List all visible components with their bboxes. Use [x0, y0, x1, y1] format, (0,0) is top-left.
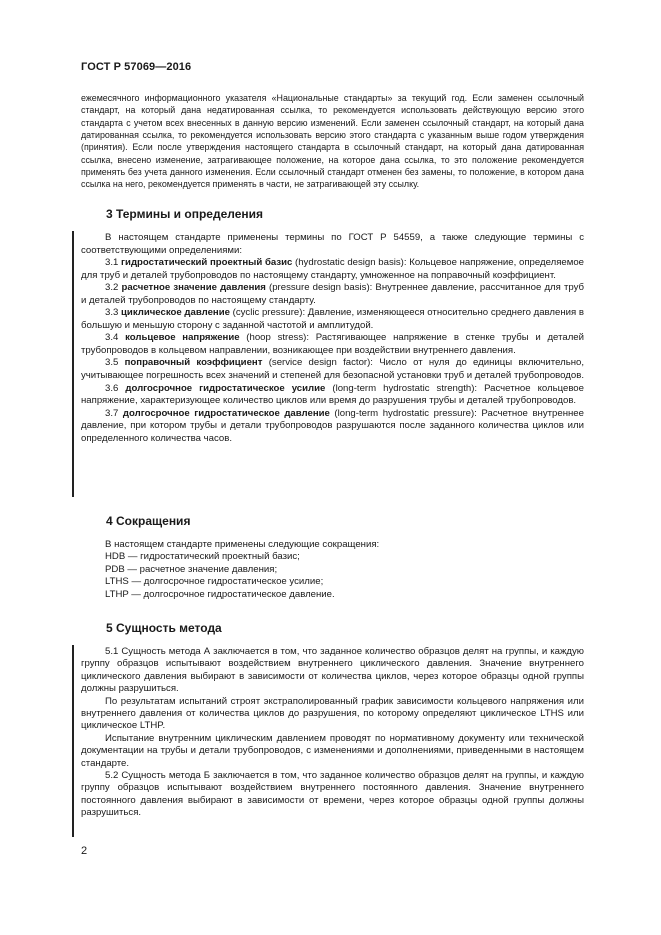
document-header: ГОСТ Р 57069—2016 [81, 61, 192, 73]
section-5-paragraph: Испытание внутренним циклическим давлением проводят по нормативному документу или технической документации на трубы и детали трубопроводов, с изменениями и дополнениями, приведенными в настоящем стандарте. [81, 732, 584, 769]
abbrev-intro: В настоящем стандарте применены следующие сокращения: [105, 539, 380, 550]
term-3-7: 3.7 долгосрочное гидростатическое давление (long-term hydrostatic pressure): Расчетное внутреннее давление, при котором трубы и детали трубопроводов разрушаются после заданного количества циклов или определенного количества часов. [81, 407, 584, 444]
term-3-2: 3.2 расчетное значение давления (pressure design basis): Внутреннее давление, рассчитанное для труб и деталей трубопроводов по настоящему стандарту. [81, 282, 584, 306]
section-3-title: 3 Термины и определения [106, 207, 264, 221]
section-3-intro: В настоящем стандарте применены термины по ГОСТ Р 54559, а также следующие термины с соответствующими определениями: [81, 232, 584, 256]
section-5-paragraph: 5.2 Сущность метода Б заключается в том, что заданное количество образцов делят на группы, и каждую группу образцов испытывают воздействием внутреннего постоянного давления. Значение внутреннего постоянного давления выбирают в зависимости от времени, через которое образцы одной группы должны разрушиться. [81, 770, 584, 819]
page-number: 2 [81, 845, 88, 857]
term-name: долгосрочное гидростатическое усилие [125, 382, 326, 394]
term-3-6: 3.6 долгосрочное гидростатическое усилие (long-term hydrostatic strength): Расчетное кольцевое напряжение, характеризующее количество циклов или время до разрушения трубы и деталей трубопроводов. [81, 382, 584, 407]
intro-paragraph-block [81, 92, 584, 191]
section-5-title: 5 Сущность метода [106, 621, 222, 635]
term-name: кольцевое напряжение [125, 332, 240, 344]
abbrev-item: LTHP — долгосрочное гидростатическое давление. [105, 588, 335, 600]
intro-paragraph: ежемесячного информационного указателя «Национальные стандарты» за текущий год. Если заменен ссылочный стандарт, на который дана недатированная ссылка, то рекомендуется использовать действующую версию этого стандарта с учетом всех внесенных в данную версию изменений. Если заменен ссылочный стандарт, на который дана датированная ссылка, то рекомендуется использовать версию этого стандарта с указанным выше годом утверждения (принятия). Если после утверждения настоящего стандарта в ссылочный стандарт, на который дана датированная ссылка, внесено изменение, затрагивающее положение, на которое дана ссылка, то это положение рекомендуется применять без учета данного изменения. Если ссылочный стандарт отменен без замены, то положение, в котором дана ссылка на него, рекомендуется применять в части, не затрагивающей эту ссылку. [81, 93, 584, 190]
term-3-3: 3.3 циклическое давление (cyclic pressure): Давление, изменяющееся относительно среднего давления в большую и меньшую сторону с заданной частотой и амплитудой. [81, 307, 584, 331]
term-name: расчетное значение давления [121, 282, 266, 294]
term-3-1: 3.1 гидростатический проектный базис (hydrostatic design basis): Кольцевое напряжение, определяемое для труб и деталей трубопроводов по настоящему стандарту, умноженное на поправочный коэффициент. [81, 257, 584, 281]
change-bar [72, 231, 74, 497]
section-4-title: 4 Сокращения [106, 514, 191, 528]
abbrev-item: HDB — гидростатический проектный базис; [105, 551, 300, 563]
abbrev-item: LTHS — долгосрочное гидростатическое усилие; [105, 576, 324, 588]
term-name: поправочный коэффициент [124, 357, 263, 369]
section-5-paragraph: 5.1 Сущность метода А заключается в том, что заданное количество образцов делят на группы, и каждую группу образцов испытывают воздействием внутреннего циклического давления. Значение внутреннего циклического давления выбирают в зависимости от количества циклов, через которое образцы одной группы должны разрушиться. [81, 646, 584, 695]
section-5-body [81, 646, 584, 820]
section-5-paragraph: По результатам испытаний строят экстраполированный график зависимости кольцевого напряжения или внутреннего давления от количества циклов до разрушения, по которому определяют циклическое LTHS или циклическое LTHP. [81, 695, 584, 732]
term-3-5: 3.5 поправочный коэффициент (service design factor): Число от нуля до единицы включительно, учитывающее погрешность всех значений и степеней для безопасной установки труб и деталей трубопроводов. [81, 357, 584, 382]
term-3-4: 3.4 кольцевое напряжение (hoop stress): Растягивающее напряжение в стенке трубы и деталей трубопроводов в кольцевом направлении, возникающее при воздействии внутреннего давления. [81, 332, 584, 356]
section-3-body [81, 232, 584, 445]
change-bar [72, 645, 74, 837]
section-4-body [81, 539, 584, 601]
term-name: долгосрочное гидростатическое давление [122, 407, 330, 419]
term-name: гидростатический проектный базис [121, 257, 293, 269]
term-name: циклическое давление [121, 307, 230, 319]
abbrev-item: PDB — расчетное значение давления; [105, 563, 278, 575]
